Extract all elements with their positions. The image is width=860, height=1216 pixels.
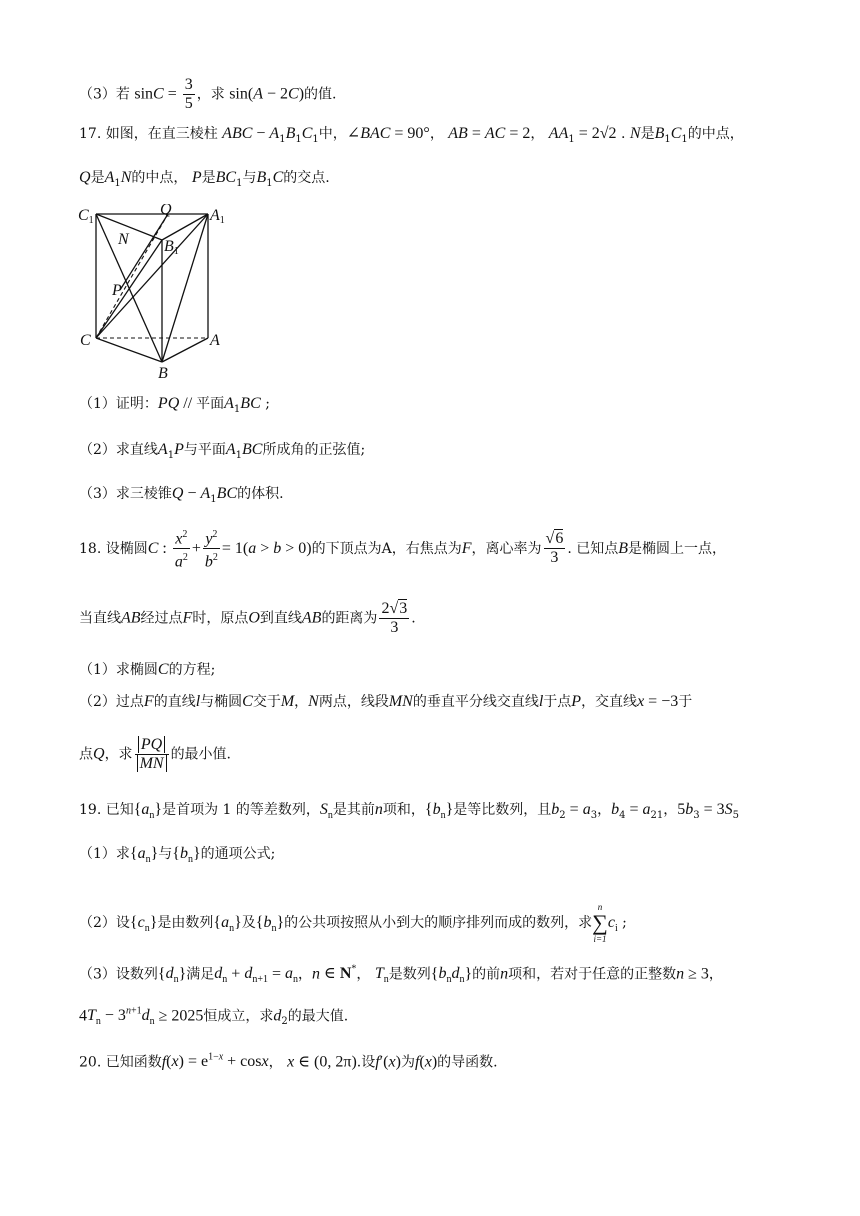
- q19-part3-text: （3）设数列: [79, 966, 158, 983]
- q19-text: 是首项为 1 的等差数列，: [162, 802, 320, 818]
- q18-text: . 已知点: [567, 540, 619, 557]
- q17-line1: 17. 如图，在直三棱柱 ABC − $A_1B_1C_1$中，∠BAC = 90°， AB = AC = 2， $AA_1 = 2√2$ . N是$B_1C_1$的中点，: [79, 125, 744, 145]
- q18-line2: 当直线AB经过点F时，原点O到直线AB的距离为 $\frac{2√3}{3}$ .: [79, 600, 416, 636]
- q19-line1: 19. 已知$\{a_n\}$是首项为 1 的等差数列，$S_n$是其前n项和，$\{b_n\}$是等比数列，且$b_2 = a_3$，$b_4 = a_{21}$，$5b_3 = 3S_5$: [79, 801, 739, 822]
- q16-part3-tail: 的值.: [304, 86, 337, 103]
- q19-part2-text: 是由数列: [157, 915, 214, 931]
- q19-part1-text: 的通项公式;: [200, 846, 276, 862]
- q19-part2-text: （2）设: [79, 915, 130, 931]
- q17-part3-text: 的体积.: [237, 486, 284, 502]
- q19-text: 是等比数列，且: [453, 802, 552, 818]
- q16-part3-lead: （3）若: [79, 86, 130, 103]
- label-B: B: [158, 365, 168, 380]
- label-C: C: [80, 332, 91, 349]
- q19-part3-text: 项和，若对于任意的正整数: [508, 966, 677, 983]
- q19-part2-text: 的公共项按照从小到大的顺序排列而成的数列，求: [284, 915, 593, 931]
- q19-part3-text: 的最大值.: [287, 1008, 349, 1025]
- label-N: N: [118, 231, 129, 248]
- q20-line1: 20. 已知函数$f(x) = e^{1-x} + \cos x$， x ∈ (0, 2π).设f′(x)为f(x)的导函数.: [79, 1052, 498, 1071]
- q19-text: 是其前: [332, 802, 375, 818]
- q19-part1: （1）求$\{a_n\}$与$\{b_n\}$的通项公式;: [79, 845, 276, 866]
- q18-part2-cont: 点Q，求 $\frac{PQ}{MN}$ 的最小值.: [79, 736, 232, 772]
- q19-part3-text: 是数列: [388, 966, 431, 983]
- q17-part2: （2）求直线$A_1P$与平面$A_1BC$所成角的正弦值;: [79, 441, 366, 461]
- q18-part2-text: 点: [79, 746, 93, 763]
- q17-text: 是: [90, 170, 105, 186]
- q17-line2: Q是$A_1N$的中点， P是$BC_1$与$B_1C$的交点.: [79, 169, 330, 189]
- q17-text: 的中点，: [131, 170, 188, 186]
- summation-symbol: n ∑ i=1: [592, 902, 608, 944]
- q18-text: 到直线: [259, 610, 302, 627]
- q18-text: ，离心率为: [471, 540, 542, 557]
- q18-part2-text: 于点: [543, 694, 572, 710]
- q18-text: 当直线: [79, 610, 121, 627]
- q17-part3: （3）求三棱锥$Q - A_1BC$的体积.: [79, 485, 284, 505]
- q19-text: 19. 已知: [79, 802, 134, 818]
- q20-text: .设: [356, 1054, 376, 1071]
- q17-part1-text: 平面: [196, 396, 225, 412]
- label-B1: B1: [164, 238, 179, 257]
- fraction-3-5: $\frac{3}{5}$: [184, 76, 193, 112]
- q17-part3-text: （3）求三棱锥: [79, 486, 172, 502]
- q18-part2: （2）过点F的直线l与椭圆C交于M，N两点，线段MN的垂直平分线交直线l于点P，交直线x = −3于: [79, 693, 693, 710]
- q18-part2-text: 于: [678, 694, 693, 710]
- q17-text: 是: [640, 126, 655, 142]
- q17-part1: （1）证明：PQ // 平面$A_1BC$ ;: [79, 395, 270, 415]
- q18-text: 的下顶点为A，右焦点为: [311, 540, 462, 557]
- prism-figure: [76, 204, 236, 380]
- q19-part3: （3）设数列$\{d_n\}$满足$d_n + d_{n+1} = a_n$，n ∈ N*， $T_n$是数列$\{b_nd_n\}$的前n项和，若对于任意的正整数n ≥ 3，: [79, 964, 723, 986]
- label-A1: A1: [210, 207, 225, 226]
- q18-text: 的距离为: [321, 610, 378, 627]
- q18-line1: 18. 设椭圆C : $\frac{x^2}{a^2}$ + $\frac{y^2}{b^2}$ = 1(a > b > 0)的下顶点为A，右焦点为F，离心率为 $\frac{√6}{3}$ . 已知点B是椭圆上一点，: [79, 526, 726, 572]
- q19-part1-text: 与: [158, 846, 173, 862]
- q19-part1-text: （1）求: [79, 846, 130, 862]
- q16-part3-line: （3）若 sinC = $\frac{3}{5}$ ，求 sin(A − 2C)的值.: [79, 76, 337, 112]
- q18-text: 经过点: [140, 610, 183, 627]
- q18-part2-text: 与椭圆: [200, 694, 243, 710]
- q18-part2-text: 的最小值.: [170, 746, 232, 763]
- q17-text: 的中点，: [687, 126, 744, 142]
- q19-text: 项和，: [382, 802, 425, 818]
- q18-part2-text: ，求: [104, 746, 133, 763]
- q19-part3-cont: $4T_n - 3^{n+1}d_n \ge 2025$恒成立，求$d_2$的最大值.: [79, 1006, 349, 1028]
- q17-text: 中，: [318, 126, 347, 142]
- q17-part2-text: 与平面: [183, 442, 226, 458]
- q18-part2-text: 交于: [252, 694, 281, 710]
- q19-part3-text: 的前: [472, 966, 501, 983]
- q18-part2-text: 的直线: [153, 694, 196, 710]
- q17-text: 是: [201, 170, 216, 186]
- q17-text: 与: [242, 170, 257, 186]
- q19-part3-text: 恒成立，求: [203, 1008, 274, 1025]
- q18-part2-text: 两点，线段: [318, 694, 389, 710]
- q18-part2-text: ，交直线: [581, 694, 638, 710]
- q19-part2-text: 及: [241, 915, 256, 931]
- q17-part2-text: （2）求直线: [79, 442, 158, 458]
- q18-part1: （1）求椭圆C的方程;: [79, 661, 216, 678]
- label-P: P: [112, 282, 122, 299]
- q18-text: 18. 设椭圆: [79, 540, 148, 557]
- label-A: A: [210, 332, 220, 349]
- q20-text: 的导函数.: [437, 1054, 498, 1071]
- q16-part3-mid: ，求: [196, 86, 225, 103]
- q18-text: 时，原点: [192, 610, 249, 627]
- q19-part3-text: 满足: [186, 966, 215, 983]
- q18-part2-text: 的垂直平分线交直线: [412, 694, 539, 710]
- q17-part1-text: （1）证明：: [79, 396, 158, 412]
- q18-part1-text: 的方程;: [168, 662, 216, 678]
- q20-text: 为: [400, 1054, 415, 1071]
- q17-text: 17. 如图，在直三棱柱: [79, 126, 218, 142]
- q18-part2-text: （2）过点: [79, 694, 144, 710]
- q19-part2: （2）设$\{c_n\}$是由数列$\{a_n\}$及$\{b_n\}$的公共项按照从小到大的顺序排列而成的数列，求 n ∑ i=1 $c_i$ ;: [79, 902, 627, 944]
- label-C1: C1: [78, 207, 94, 226]
- label-Q: Q: [160, 204, 172, 218]
- q18-text: 是椭圆上一点，: [628, 540, 726, 557]
- q20-text: 20. 已知函数: [79, 1054, 162, 1071]
- q17-text: 的交点.: [283, 170, 330, 186]
- q18-part1-text: （1）求椭圆: [79, 662, 158, 678]
- q17-part2-text: 所成角的正弦值;: [262, 442, 366, 458]
